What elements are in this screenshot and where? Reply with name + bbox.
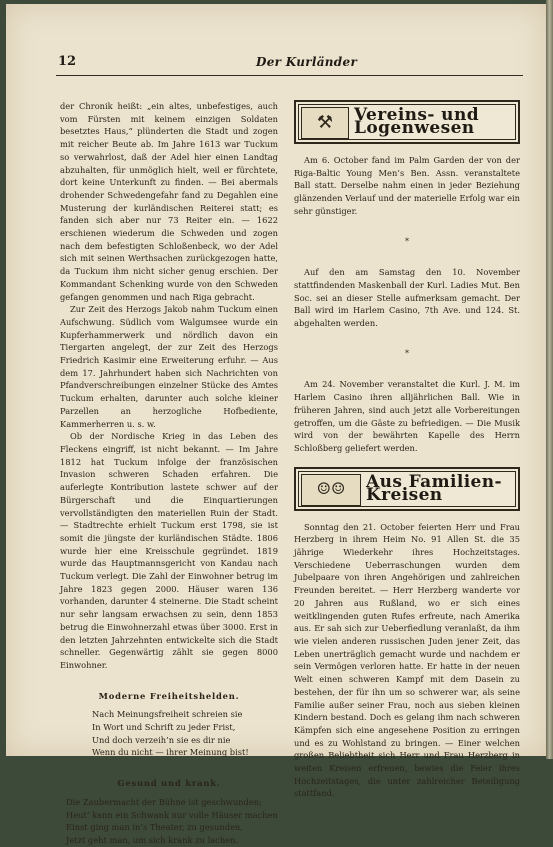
- poem-line: Wenn du nicht — ihrer Meinung bist!: [92, 747, 249, 758]
- banner-title: Vereins- und Logenwesen: [354, 105, 479, 138]
- section-banner-vereinswesen: [294, 100, 520, 144]
- hammer-emblem-icon: ⚒: [301, 107, 349, 139]
- right-column: [294, 100, 520, 800]
- poem-title: Gesund und krank.: [117, 778, 221, 789]
- body-paragraph: Am 6. October fand im Palm Garden der von der Riga-Baltic Young Men’s Ben. Assn. veranstaltete Ball statt. Derselbe nahm einen in jeder Beziehung glänzenden Verlauf und der materielle Erfolg war ein sehr günstiger.: [294, 155, 520, 216]
- header-rule: [56, 75, 523, 76]
- body-paragraph: Ob der Nordische Krieg in das Leben des Fleckens eingriff, ist nicht bekannt. — Im Jahre 1812 hat Tuckum infolge der französischen Invasion schweren Schaden erfahren. Die auferlegte Kontribution lastete schwer auf der Bürgerschaft und die Einquartierungen vervollständigten den materiellen Ruin der Stadt. — Stadtrechte erhielt Tuckum erst 1798, sie ist somit die jüngste der kurländischen Städte. 1806 wurde hier eine Kreisschule gegründet. 1819 wurde das Hauptmannsgericht von Kandau nach Tuckum verlegt. Die Zahl der Einwohner betrug im Jahre 1823 gegen 2000. Häuser waren 136 vorhanden, darunter 4 steinerne. Die Stadt scheint nur sehr langsam erwachsen zu sein, denn 1853 betrug die Einwohnerzahl etwas über 3000. Erst in den letzten Jahrzehnten entwickelte sich die Stadt schneller. Gegenwärtig zählt sie gegen 8000 Einwohner.: [60, 431, 278, 670]
- body-paragraph: Zur Zeit des Herzogs Jakob nahm Tuckum einen Aufschwung. Südlich vom Walgumsee wurde ein Kupferhammerwerk und nördlich davon ein Tiergarten angelegt, der zur Zeit des Herzogs Friedrich Kasimir eine Erweiterung erfuhr. — Aus dem 17. Jahrhundert haben sich Nachrichten von Pfandverschreibungen einzelner Stücke des Amtes Tuckum erhalten, darunter auch solche kleiner Parzellen an herzogliche Hofbediente, Kammerherren u. s. w.: [60, 304, 278, 429]
- poem-line: In Wort und Schrift zu jeder Frist,: [92, 722, 236, 733]
- poem-title: Moderne Freiheitshelden.: [98, 690, 240, 701]
- poem-line: Jetzt geht man, um sich krank zu lachen.: [66, 834, 239, 845]
- book-spine-edge: [546, 0, 553, 759]
- poem-line: Heut’ kann ein Schwank nur volle Häuser machen: [66, 809, 278, 820]
- poem-line: Nach Meinungsfreiheit schreien sie: [92, 709, 243, 720]
- poem: [66, 796, 278, 847]
- body-paragraph: Am 24. November veranstaltet die Kurl. J. M. im Harlem Casino ihren alljährlichen Ball. Wie in früheren Jahren, sind auch jetzt alle Vorbereitungen getroffen, um die Gäste zu befriedigen. — Die Musik wird von der bewährten Kapelle des Herrn Schloßberg geliefert werden.: [294, 379, 520, 453]
- section-divider-star: *: [405, 348, 409, 358]
- page-number: 12: [58, 54, 77, 69]
- poem-line: Einst ging man in’s Theater, zu gesunden,: [66, 822, 243, 833]
- section-divider-star: *: [405, 236, 409, 246]
- section-banner-familien: [294, 467, 520, 511]
- family-figures-icon: ☺☺: [301, 474, 361, 506]
- poem: [92, 708, 278, 759]
- body-paragraph: Sonntag den 21. October feierten Herr und Frau Herzberg in ihrem Heim No. 91 Allen St. die 35 jährige Wiederkehr ihres Hochzeitstages. Verschiedene Ueberraschungen wurden dem Jubelpaare von ihren Angehörigen und zahlreichen Freunden bereitet. — Herr Herzberg wanderte vor 20 Jahren aus Rußland, wo er sich eines weitklingenden guten Rufes erfreute, nach Amerika aus. Er sah sich zur Ueberfiedlung veranlaßt, da ihm wie vielen anderen russischen Juden jener Zeit, das Leben unerträglich gemacht wurde und nachdem er sein Vermögen verloren hatte. Er hatte in der neuen Welt einen schweren Kampf mit dem Dasein zu bestehen, der für ihn um so schwerer war, als seine Familie außer seiner Frau, noch aus sieben kleinen Kindern bestand. Doch es gelang ihm nach schweren Kämpfen sich eine angesehene Position zu erringen und es zu Wohlstand zu bringen. — Einer welchen großen Beliebtheit sich Herr und Frau Herzberg in weiten Kreisen erfreuen, bewies die Feier ihres Hochzeitstages, die unter zahlreicher Beteiligung stattfand.: [294, 521, 520, 799]
- poem-line: Und doch verzeih’n sie es dir nie: [92, 734, 231, 745]
- body-paragraph: der Chronik heißt: „ein altes, unbefestiges, auch vom Fürsten mit keinem einzigen Soldaten besetztes Haus,“ plünderten die Stadt und zogen mit reicher Beute ab. Im Jahre 1613 war Tuckum so verwahrlost, daß der Adel hier einen Landtag abzuhalten, für unmöglich hielt, weil er fürchtete, dort keine Unterkunft zu finden. — Bei abermals drohender Schwedengefahr fand zu Degahlen eine Musterung der kurländischen Reiterei statt; es fanden sich aber nur 73 Reiter ein. — 1622 erschienen wiederum die Schweden und zogen nach dem befestigten Schloßenbeck, wo der Adel sich mit seinen Werthsachen zurückgezogen hatte, da Tuckum ihm nicht sicher genug erschien. Der Kommandant Schenking wurde von den Schweden gefangen genommen und nach Riga gebracht.: [60, 101, 278, 302]
- page-header: [6, 4, 546, 84]
- running-title: Der Kurländer: [256, 55, 358, 69]
- magazine-page: [6, 4, 546, 845]
- body-paragraph: Auf den am Samstag den 10. November stattfindenden Maskenball der Kurl. Ladies Mut. Ben Soc. sei an dieser Stelle aufmerksam gemacht. Der Ball wird im Harlem Casino, 7th Ave. und 124. St. abgehalten werden.: [294, 267, 520, 329]
- poem-line: Die Zaubermacht der Bühne ist geschwunden;: [66, 796, 262, 807]
- banner-title: Aus Familien-Kreisen: [366, 471, 502, 505]
- left-column: [60, 100, 278, 847]
